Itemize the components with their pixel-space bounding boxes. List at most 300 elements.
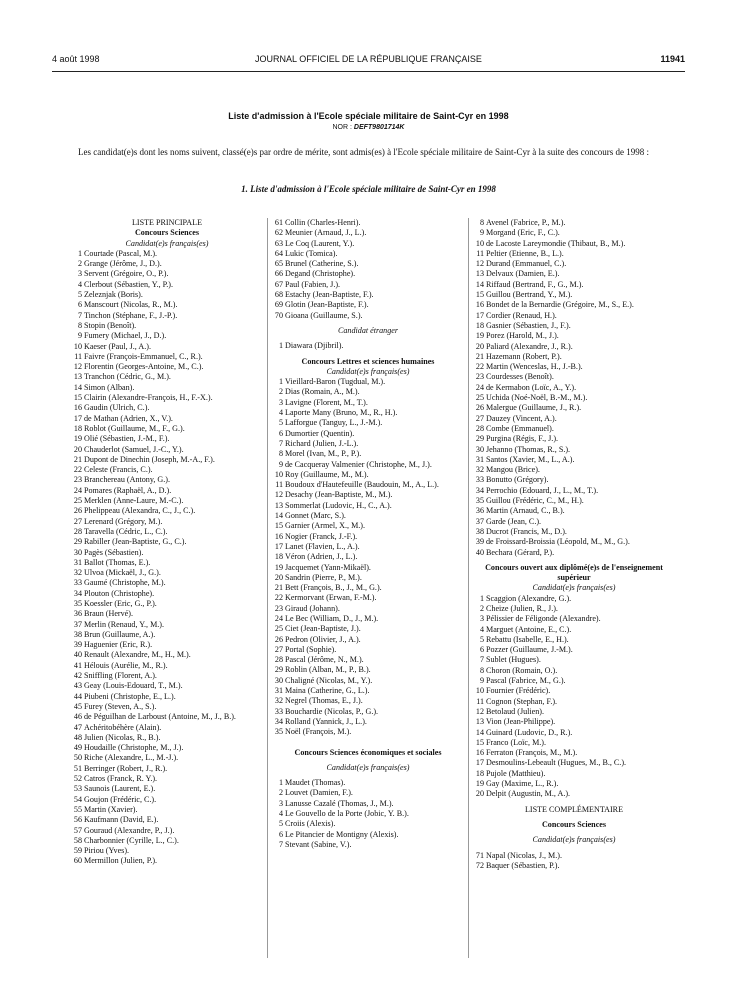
candidate-name: Haguenier (Eric, R.). — [84, 640, 153, 650]
rank-number: 20 — [73, 444, 82, 454]
list-item — [72, 249, 262, 259]
list-item — [273, 799, 463, 809]
candidate-name: Santos (Xavier, M., L., A.). — [486, 454, 575, 464]
candidate-name: Tranchon (Cédric, G., M.). — [84, 372, 171, 382]
list-item — [72, 486, 262, 496]
candidate-name: Courdesses (Benoît). — [486, 372, 554, 382]
candidate-name: Pomares (Raphaël, A., D.). — [84, 485, 172, 495]
list-item — [72, 630, 262, 640]
rank-number: 5 — [77, 290, 82, 300]
rank-number: 12 — [274, 490, 283, 500]
rank-number: 64 — [274, 248, 283, 258]
candidate-name: Richard (Julien, J.-L.). — [285, 438, 359, 448]
candidate-name: Braun (Hervé). — [84, 609, 133, 619]
rank-number: 37 — [475, 516, 484, 526]
list-item — [72, 424, 262, 434]
rank-number: 66 — [274, 269, 283, 279]
rank-number: 5 — [278, 819, 283, 829]
candidate-name: Martin (Xavier). — [84, 804, 138, 814]
candidate-name: Baquer (Sébastien, P.). — [486, 860, 560, 870]
rank-number: 15 — [475, 290, 484, 300]
rank-number: 22 — [475, 362, 484, 372]
rank-number: 5 — [479, 634, 484, 644]
list-item — [273, 707, 463, 717]
candidate-name: Le Gouvello de la Porte (Jobic, Y. B.). — [285, 809, 409, 819]
list-item — [474, 434, 674, 444]
candidate-name: Brun (Guillaume, A.). — [84, 629, 156, 639]
candidate-name: Berringer (Robert, J., R.). — [84, 763, 168, 773]
document-title: Liste d'admission à l'Ecole spéciale militaire de Saint-Cyr en 1998 — [228, 111, 509, 121]
list-item — [273, 377, 463, 387]
candidate-name: Rabiller (Jean-Baptiste, G., C.). — [84, 537, 187, 547]
list-item — [273, 604, 463, 614]
nor-reference — [52, 124, 685, 131]
candidate-name: Lukic (Tomica). — [285, 248, 338, 258]
page-header — [52, 54, 685, 68]
rank-number: 4 — [479, 624, 484, 634]
list-item — [273, 676, 463, 686]
rank-number: 28 — [274, 655, 283, 665]
list-item — [474, 486, 674, 496]
rank-number: 9 — [479, 676, 484, 686]
list-item — [474, 300, 674, 310]
candidate-name: Sandrin (Pierre, P., M.). — [285, 572, 362, 582]
rank-number: 12 — [475, 706, 484, 716]
list-item — [273, 552, 463, 562]
candidate-name: de Lacoste Lareymondie (Thibaut, B., M.). — [486, 238, 626, 248]
rank-number: 18 — [475, 320, 484, 330]
list-item — [273, 840, 463, 850]
candidate-category: Candidat(e)s français(es) — [532, 583, 616, 593]
candidate-name: Franco (Loïc, M.). — [486, 737, 547, 747]
candidate-name: Koessler (Eric, G., P.). — [84, 598, 157, 608]
candidate-name: Florentin (Georges-Antoine, M., C.). — [84, 362, 204, 372]
list-item — [474, 239, 674, 249]
list-item — [474, 604, 674, 614]
rank-number: 1 — [278, 341, 283, 351]
rank-number: 68 — [274, 290, 283, 300]
candidate-name: Le Coq (Laurent, Y.). — [285, 238, 355, 248]
candidate-name: Gasnier (Sébastien, J., F.). — [486, 320, 571, 330]
competition-heading: Concours ouvert aux diplômé(e)s de l'enseignement supérieur — [485, 562, 663, 583]
list-item — [474, 635, 674, 645]
list-item — [72, 795, 262, 805]
list-item — [474, 748, 674, 758]
list-item — [474, 717, 674, 727]
list-item — [474, 372, 674, 382]
rank-number: 10 — [475, 686, 484, 696]
rank-number: 11 — [275, 480, 283, 490]
candidate-name: Pascal (Jérôme, N., M.). — [285, 655, 364, 665]
list-item — [72, 300, 262, 310]
candidate-name: Riche (Alexandre, L., M.-J.). — [84, 753, 179, 763]
rank-number: 20 — [475, 341, 484, 351]
list-item — [72, 681, 262, 691]
rank-number: 11 — [74, 351, 82, 361]
candidate-name: Clairin (Alexandre-François, H., F.-X.). — [84, 393, 213, 403]
list-item — [72, 774, 262, 784]
rank-number: 21 — [73, 454, 82, 464]
candidate-name: Croiis (Alexis). — [285, 819, 336, 829]
rank-number: 23 — [73, 475, 82, 485]
candidate-name: Gouraud (Alexandre, P., J.). — [84, 825, 175, 835]
rank-number: 47 — [73, 722, 82, 732]
list-item — [72, 753, 262, 763]
candidate-name: Bouchardie (Nicolas, P., G.). — [285, 706, 379, 716]
list-heading: LISTE COMPLÉMENTAIRE — [524, 804, 624, 814]
rank-number: 67 — [274, 279, 283, 289]
rank-number: 5 — [278, 418, 283, 428]
list-item — [474, 393, 674, 403]
candidate-name: Clerbout (Sébastien, Y., P.). — [84, 279, 174, 289]
rank-number: 9 — [479, 228, 484, 238]
candidate-name: Gaumé (Christophe, M.). — [84, 578, 166, 588]
list-item — [72, 383, 262, 393]
list-item — [273, 470, 463, 480]
rank-number: 11 — [476, 696, 484, 706]
candidate-name: Guillou (Frédéric, C., M., H.). — [486, 496, 584, 506]
nor-code: DEFT9801714K — [353, 124, 405, 131]
rank-number: 31 — [475, 454, 484, 464]
candidate-name: Merlin (Renaud, Y., M.). — [84, 619, 165, 629]
list-item — [72, 527, 262, 537]
list-item — [72, 784, 262, 794]
candidate-name: Bechara (Gérard, P.). — [486, 547, 555, 557]
candidate-name: Ballot (Thomas, E.). — [84, 557, 151, 567]
candidate-name: Pujole (Matthieu). — [486, 768, 546, 778]
list-item — [72, 578, 262, 588]
rank-number: 24 — [274, 613, 283, 623]
list-item — [72, 671, 262, 681]
list-item — [72, 733, 262, 743]
candidate-name: Mermillon (Julien, P.). — [84, 856, 158, 866]
rank-number: 19 — [475, 331, 484, 341]
candidate-name: Vion (Jean-Philippe). — [486, 717, 556, 727]
candidate-name: Peltier (Etienne, B., L.). — [486, 248, 564, 258]
list-item — [72, 403, 262, 413]
candidate-name: Uchida (Noé-Noël, B.-M., M.). — [486, 393, 588, 403]
rank-number: 50 — [73, 753, 82, 763]
list-item — [72, 517, 262, 527]
candidate-name: Boudoux d'Hautefeuille (Baudouin, M., A., L.). — [285, 480, 439, 490]
list-item — [474, 527, 674, 537]
list-item — [72, 650, 262, 660]
candidate-name: Desachy (Jean-Baptiste, M., M.). — [285, 490, 393, 500]
list-item — [474, 352, 674, 362]
list-item — [474, 625, 674, 635]
list-item — [72, 692, 262, 702]
candidate-name: Saunois (Laurent, E.). — [84, 784, 156, 794]
rank-number: 2 — [278, 788, 283, 798]
candidate-name: Taravella (Cédric, L., C.). — [84, 526, 168, 536]
candidate-name: Bonutto (Grégory). — [486, 475, 549, 485]
list-item — [273, 696, 463, 706]
candidate-name: Martin (Arnaud, C., B.). — [486, 506, 565, 516]
rank-number: 29 — [475, 434, 484, 444]
candidate-name: Lerenard (Grégory, M.). — [84, 516, 163, 526]
list-item — [72, 455, 262, 465]
rank-number: 40 — [73, 650, 82, 660]
candidate-name: Roy (Guillaume, M., M.). — [285, 469, 369, 479]
rank-number: 14 — [73, 382, 82, 392]
list-item — [72, 836, 262, 846]
rank-number: 18 — [475, 768, 484, 778]
rank-number: 70 — [274, 310, 283, 320]
candidate-name: Garnier (Armel, X., M.). — [285, 521, 366, 531]
list-item — [273, 408, 463, 418]
list-heading: LISTE PRINCIPALE — [131, 218, 203, 227]
list-item — [474, 506, 674, 516]
candidate-name: Giraud (Johann). — [285, 603, 340, 613]
candidate-name: Geay (Louis-Edouard, T., M.). — [84, 681, 183, 691]
list-item — [72, 764, 262, 774]
rank-number: 3 — [278, 798, 283, 808]
candidate-name: Celeste (Francis, C.). — [84, 465, 153, 475]
rank-number: 16 — [475, 748, 484, 758]
list-item — [72, 568, 262, 578]
candidate-name: Perrochio (Edouard, J., L., M., T.). — [486, 485, 599, 495]
list-item — [273, 341, 463, 351]
rank-number: 13 — [475, 717, 484, 727]
candidate-name: Vieillard-Baron (Tugdual, M.). — [285, 377, 386, 387]
list-item — [474, 383, 674, 393]
rank-number: 14 — [274, 511, 283, 521]
candidate-name: de Cacqueray Valmenier (Christophe, M., J.). — [285, 459, 432, 469]
candidate-name: Grange (Jérôme, J., D.). — [84, 259, 162, 269]
candidate-name: Delvaux (Damien, E.). — [486, 269, 560, 279]
candidate-name: Dumortier (Quentin). — [285, 428, 355, 438]
list-column-1 — [72, 218, 262, 867]
rank-number: 19 — [475, 779, 484, 789]
candidate-name: Achéritobéhère (Alain). — [84, 722, 162, 732]
candidate-name: Purgina (Régis, F., J.). — [486, 434, 559, 444]
candidate-name: Maudet (Thomas). — [285, 778, 346, 788]
list-item — [273, 239, 463, 249]
list-item — [474, 861, 674, 871]
list-item — [474, 645, 674, 655]
candidate-name: Delpit (Augustin, M., A.). — [486, 789, 571, 799]
rank-number: 29 — [73, 537, 82, 547]
rank-number: 10 — [274, 469, 283, 479]
candidate-name: Roblin (Alban, M., P., B.). — [285, 665, 371, 675]
rank-number: 3 — [278, 397, 283, 407]
rank-number: 45 — [73, 701, 82, 711]
rank-number: 33 — [274, 706, 283, 716]
candidate-name: Goujon (Frédéric, C.). — [84, 794, 157, 804]
candidate-name: Zeleznjak (Boris). — [84, 290, 143, 300]
rank-number: 11 — [476, 248, 484, 258]
rank-number: 38 — [475, 526, 484, 536]
candidate-name: Servent (Grégoire, O., P.). — [84, 269, 169, 279]
candidate-name: Manscourt (Nicolas, R., M.). — [84, 300, 178, 310]
candidate-name: Estachy (Jean-Baptiste, F.). — [285, 290, 374, 300]
candidate-name: Jacquemet (Yann-Mikaël). — [285, 562, 371, 572]
list-item — [474, 465, 674, 475]
rank-number: 14 — [475, 279, 484, 289]
list-item — [273, 645, 463, 655]
list-item — [474, 496, 674, 506]
candidate-name: Ulvoa (Mickaël, J., G.). — [84, 568, 161, 578]
list-item — [474, 331, 674, 341]
list-item — [273, 439, 463, 449]
candidate-name: Chauderlot (Samuel, J.-C., Y.). — [84, 444, 184, 454]
rank-number: 2 — [479, 603, 484, 613]
list-item — [72, 465, 262, 475]
rank-number: 25 — [73, 496, 82, 506]
rank-number: 40 — [475, 547, 484, 557]
list-item — [72, 661, 262, 671]
candidate-name: Ferraton (François, M., M.). — [486, 748, 578, 758]
rank-number: 10 — [475, 238, 484, 248]
rank-number: 36 — [73, 609, 82, 619]
section-title-text: 1. Liste d'admission à l'Ecole spéciale militaire de Saint-Cyr en 1998 — [241, 184, 496, 194]
list-item — [273, 532, 463, 542]
list-item — [72, 609, 262, 619]
list-item — [273, 686, 463, 696]
list-item — [72, 589, 262, 599]
rank-number: 15 — [274, 521, 283, 531]
list-item — [273, 418, 463, 428]
list-item — [72, 496, 262, 506]
rank-number: 19 — [73, 434, 82, 444]
list-item — [72, 414, 262, 424]
list-item — [273, 593, 463, 603]
candidate-name: Piubeni (Christophe, E., L.). — [84, 691, 176, 701]
rank-number: 37 — [73, 619, 82, 629]
rank-number: 13 — [274, 500, 283, 510]
candidate-name: Ciet (Jean-Baptiste, J.). — [285, 624, 361, 634]
header-page-number: 11941 — [660, 54, 685, 64]
list-item — [474, 594, 674, 604]
list-item — [273, 269, 463, 279]
list-item — [474, 655, 674, 665]
candidate-name: Brunel (Catherine, S.). — [285, 259, 359, 269]
rank-number: 25 — [274, 624, 283, 634]
list-item — [72, 815, 262, 825]
rank-number: 17 — [274, 541, 283, 551]
candidate-name: Stopin (Benoît). — [84, 320, 137, 330]
candidate-name: Combe (Emmanuel). — [486, 423, 554, 433]
rank-number: 30 — [274, 675, 283, 685]
list-item — [474, 676, 674, 686]
list-item — [474, 728, 674, 738]
rank-number: 17 — [475, 310, 484, 320]
candidate-name: Lanusse Cazalé (Thomas, J., M.). — [285, 798, 394, 808]
candidate-name: Portal (Sophie). — [285, 644, 337, 654]
rank-number: 72 — [475, 860, 484, 870]
list-item — [474, 686, 674, 696]
list-item — [273, 480, 463, 490]
list-item — [273, 583, 463, 593]
list-item — [474, 414, 674, 424]
list-item — [72, 723, 262, 733]
rank-number: 65 — [274, 259, 283, 269]
candidate-name: Bett (François, B., J., M., G.). — [285, 583, 382, 593]
list-item — [72, 475, 262, 485]
candidate-name: Jehanno (Thomas, R., S.). — [486, 444, 571, 454]
list-item — [273, 490, 463, 500]
rank-number: 6 — [278, 428, 283, 438]
candidate-name: Garde (Jean, C.). — [486, 516, 542, 526]
rank-number: 27 — [475, 413, 484, 423]
candidate-name: Pozzer (Guillaume, J.-M.). — [486, 645, 573, 655]
rank-number: 17 — [475, 758, 484, 768]
rank-number: 22 — [73, 465, 82, 475]
candidate-name: Louvet (Damien, F.). — [285, 788, 353, 798]
list-item — [273, 398, 463, 408]
candidate-name: Riffaud (Bertrand, F., G., M.). — [486, 279, 584, 289]
list-item — [474, 362, 674, 372]
rank-number: 7 — [479, 655, 484, 665]
list-item — [474, 342, 674, 352]
rank-number: 25 — [475, 393, 484, 403]
list-item — [273, 819, 463, 829]
rank-number: 18 — [73, 423, 82, 433]
rank-number: 29 — [274, 665, 283, 675]
list-item — [273, 501, 463, 511]
rank-number: 38 — [73, 629, 82, 639]
list-item — [273, 717, 463, 727]
list-item — [474, 249, 674, 259]
list-item — [72, 352, 262, 362]
rank-number: 41 — [73, 660, 82, 670]
list-item — [474, 280, 674, 290]
candidate-name: Rebattu (Isabelle, E., H.). — [486, 634, 569, 644]
list-item — [72, 362, 262, 372]
rank-number: 9 — [278, 459, 283, 469]
candidate-name: Hazemann (Robert, P.). — [486, 351, 562, 361]
list-item — [273, 311, 463, 321]
rank-number: 31 — [274, 686, 283, 696]
list-item — [474, 228, 674, 238]
competition-heading: Concours Sciences — [134, 228, 200, 238]
candidate-name: Phelippeau (Alexandra, C., J., C.). — [84, 506, 196, 516]
rank-number: 13 — [73, 372, 82, 382]
competition-heading: Concours Lettres et sciences humaines — [301, 356, 435, 366]
rank-number: 6 — [278, 829, 283, 839]
candidate-name: Lanet (Flavien, L., A.). — [285, 541, 360, 551]
rank-number: 4 — [278, 809, 283, 819]
rank-number: 10 — [73, 341, 82, 351]
list-item — [273, 429, 463, 439]
candidate-name: Kaeser (Paul, J., A.). — [84, 341, 151, 351]
list-item — [474, 259, 674, 269]
list-item — [72, 445, 262, 455]
candidate-name: Simon (Alban). — [84, 382, 135, 392]
candidate-name: Furey (Steven, A., S.). — [84, 701, 157, 711]
candidate-name: Kermorvant (Erwan, F.-M.). — [285, 593, 377, 603]
list-column-2 — [273, 218, 463, 850]
rank-number: 31 — [73, 557, 82, 567]
list-item — [273, 573, 463, 583]
rank-number: 24 — [475, 382, 484, 392]
rank-number: 4 — [278, 408, 283, 418]
list-item — [474, 548, 674, 558]
rank-number: 46 — [73, 712, 82, 722]
candidate-name: Renault (Alexandre, M., H., M.). — [84, 650, 191, 660]
rank-number: 61 — [274, 218, 283, 227]
candidate-name: Glotin (Jean-Baptiste, F.). — [285, 300, 369, 310]
candidate-name: Hélouis (Aurélie, M., R.). — [84, 660, 168, 670]
list-item — [273, 249, 463, 259]
rank-number: 21 — [274, 583, 283, 593]
rank-number: 30 — [73, 547, 82, 557]
candidate-name: Gaudin (Ulrich, C.). — [84, 403, 150, 413]
list-item — [273, 387, 463, 397]
candidate-name: Plouton (Christophe). — [84, 588, 155, 598]
list-item — [273, 614, 463, 624]
rank-number: 7 — [77, 310, 82, 320]
